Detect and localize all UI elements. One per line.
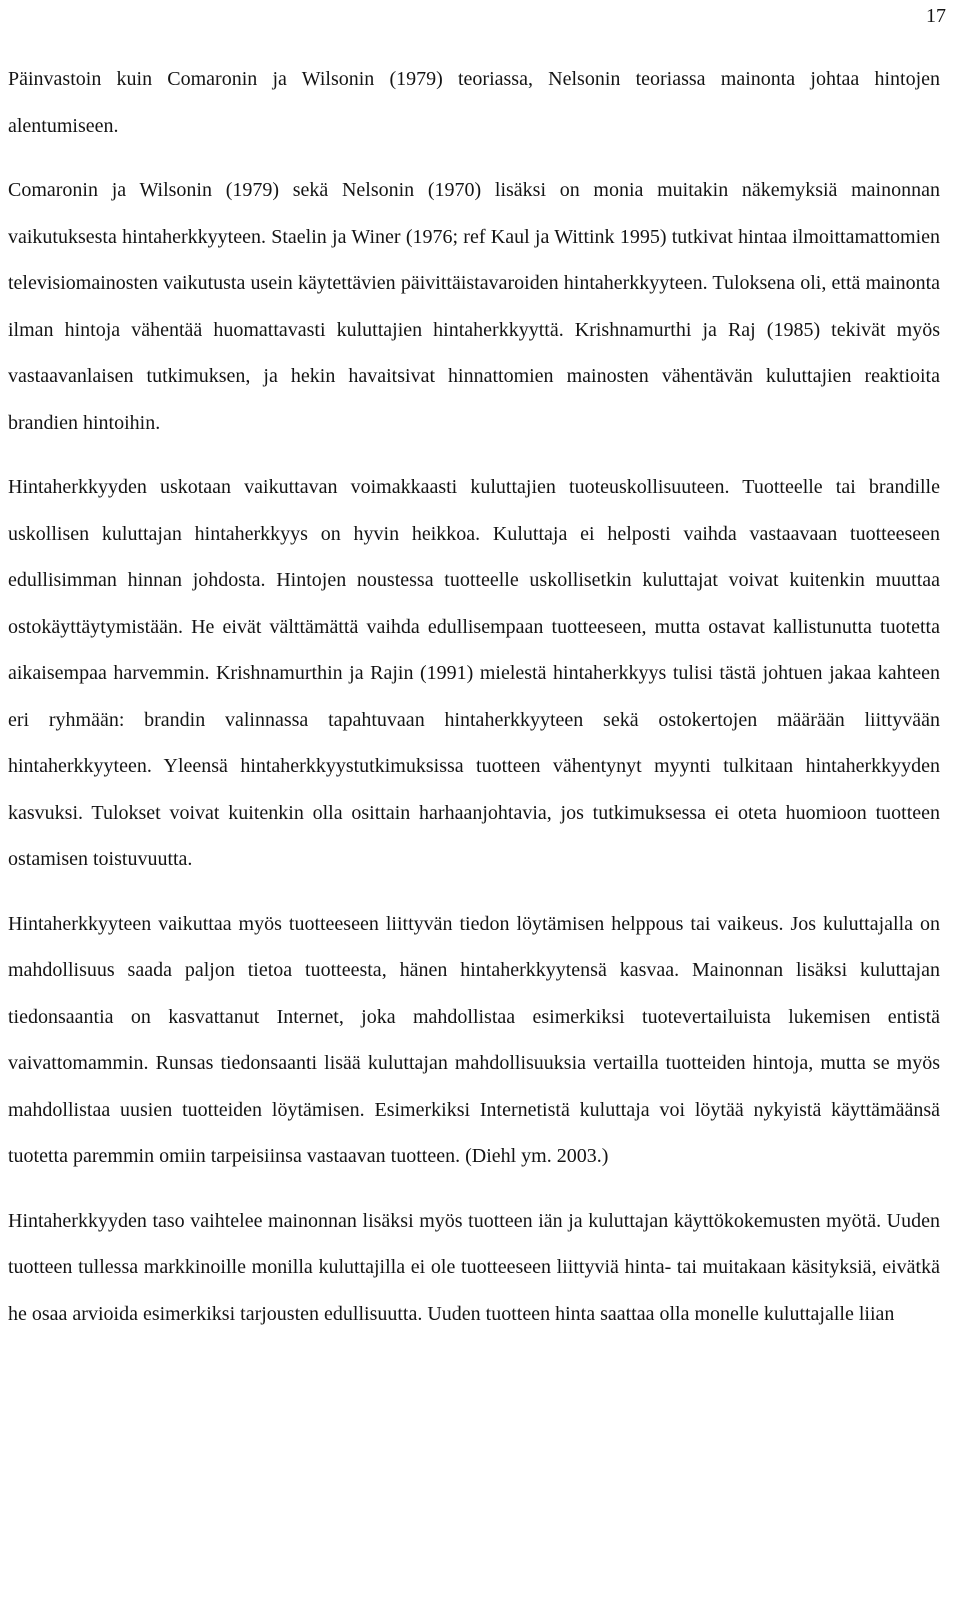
paragraph-gap <box>8 1180 940 1198</box>
paragraph-gap <box>8 883 940 901</box>
paragraph-2: Comaronin ja Wilsonin (1979) sekä Nelsonin (1970) lisäksi on monia muitakin näkemyksiä mainonnan vaikutuksesta hintaherkkyyteen. Staelin ja Winer (1976; ref Kaul ja Wittink 1995) tutkivat hintaa ilmoittamattomien televisiomainosten vaikutusta usein käytettävien päivittäistavaroiden hintaherkkyyteen. Tuloksena oli, että mainonta ilman hintoja vähentää huomattavasti kuluttajien hintaherkkyyttä. Krishnamurthi ja Raj (1985) tekivät myös vastaavanlaisen tutkimuksen, ja hekin havaitsivat hinnattomien mainosten vähentävän kuluttajien reaktioita brandien hintoihin. <box>8 179 940 434</box>
paragraph-5: Hintaherkkyyden taso vaihtelee mainonnan lisäksi myös tuotteen iän ja kuluttajan käyttökokemusten myötä. Uuden tuotteen tullessa markkinoille monilla kuluttajilla ei ole tuotteeseen liittyviä hinta- tai muitakaan käsityksiä, eivätkä he osaa arvioida esimerkiksi tarjousten edullisuutta. Uuden tuotteen hinta saattaa olla monelle kuluttajalle liian <box>8 1209 940 1325</box>
paragraph-4: Hintaherkkyyteen vaikuttaa myös tuotteeseen liittyvän tiedon löytämisen helppous tai vaikeus. Jos kuluttajalla on mahdollisuus saada paljon tietoa tuotteesta, hänen hintaherkkyytensä kasvaa. Mainonnan lisäksi kuluttajan tiedonsaantia on kasvattanut Internet, joka mahdollistaa esimerkiksi tuotevertailuista lukemisen entistä vaivattomammin. Runsas tiedonsaanti lisää kuluttajan mahdollisuuksia vertailla tuotteiden hintoja, mutta se myös mahdollistaa uusien tuotteiden löytämisen. Esimerkiksi Internetistä kuluttaja voi löytää nykyistä käyttämäänsä tuotetta paremmin omiin tarpeisiinsa vastaavan tuotteen. (Diehl ym. 2003.) <box>8 912 940 1167</box>
paragraph-gap <box>8 446 940 464</box>
page-number: 17 <box>926 5 946 27</box>
paragraph-3: Hintaherkkyyden uskotaan vaikuttavan voimakkaasti kuluttajien tuoteuskollisuuteen. Tuotteelle tai brandille uskollisen kuluttajan hintaherkkyys on hyvin heikkoa. Kuluttaja ei helposti vaihda vastaavaan tuotteeseen edullisimman hinnan johdosta. Hintojen noustessa tuotteelle uskollisetkin kuluttajat voivat kuitenkin muuttaa ostokäyttäytymistään. He eivät välttämättä vaihda edullisempaan tuotteeseen, mutta ostavat kallistunutta tuotetta aikaisempaa harvemmin. Krishnamurthin ja Rajin (1991) mielestä hintaherkkyys tulisi tästä johtuen jakaa kahteen eri ryhmään: brandin valinnassa tapahtuvaan hintaherkkyyteen sekä ostokertojen määrään liittyvään hintaherkkyyteen. Yleensä hintaherkkyystutkimuksissa tuotteen vähentynyt myynti tulkitaan hintaherkkyyden kasvuksi. Tulokset voivat kuitenkin olla osittain harhaanjohtavia, jos tutkimuksessa ei oteta huomioon tuotteen ostamisen toistuvuutta. <box>8 476 940 870</box>
paragraph-1: Päinvastoin kuin Comaronin ja Wilsonin (1979) teoriassa, Nelsonin teoriassa mainonta johtaa hintojen alentumiseen. <box>8 68 940 137</box>
document-body <box>8 56 940 1337</box>
